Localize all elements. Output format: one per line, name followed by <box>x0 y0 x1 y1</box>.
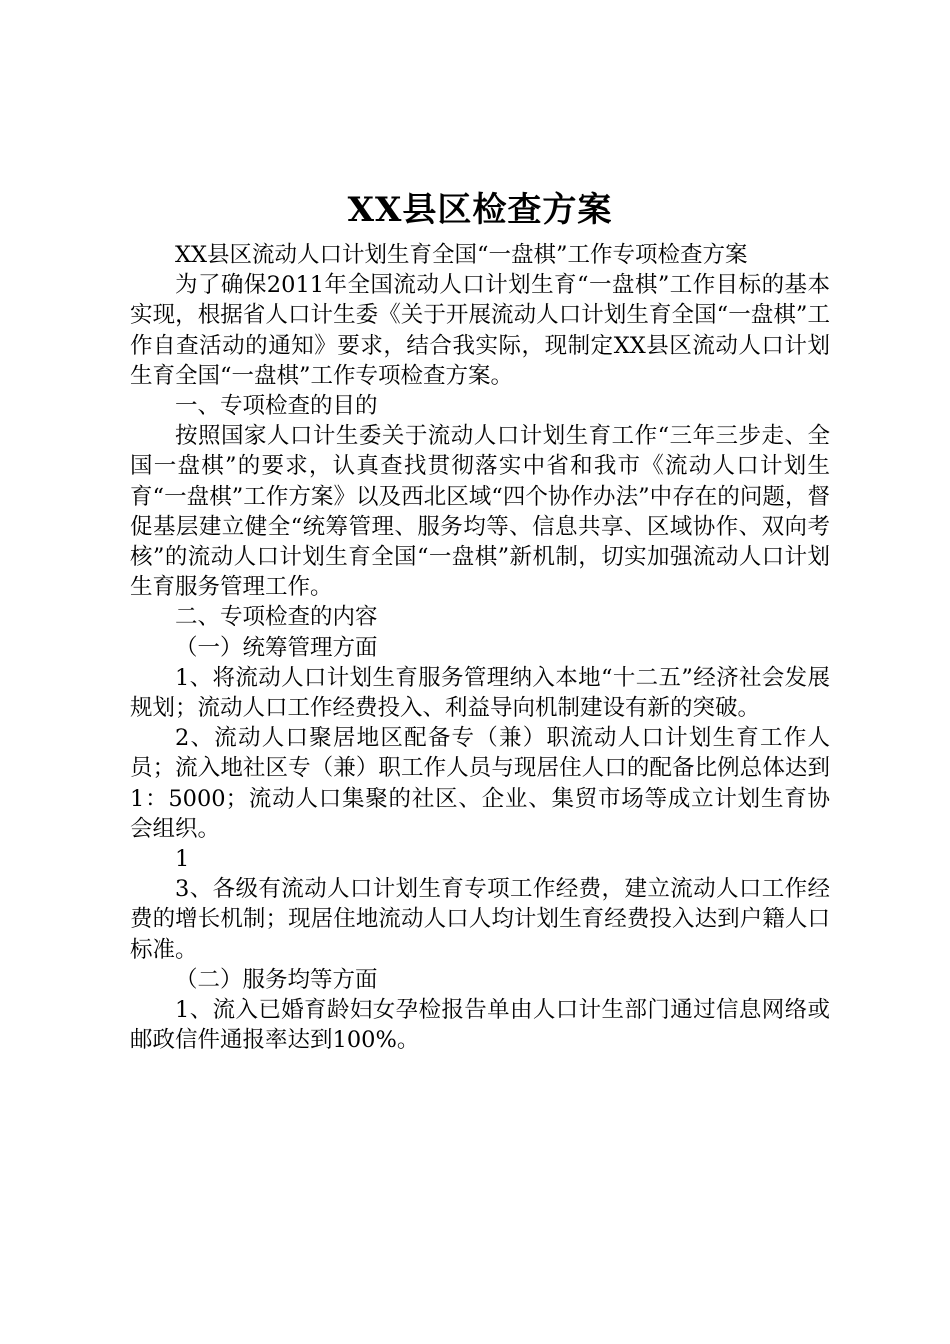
intro-paragraph: 为了确保2011年全国流动人口计划生育“一盘棋”工作目标的基本实现，根据省人口计生委《关于开展流动人口计划生育全国“一盘棋”工作自查活动的通知》要求，结合我实际，现制定XX县区流动人口计划生育全国“一盘棋”工作专项检查方案。 <box>130 272 830 389</box>
document-page <box>130 182 830 1055</box>
section-heading-content: 二、专项检查的内容 <box>175 604 378 631</box>
document-subtitle-paragraph: XX县区流动人口计划生育全国“一盘棋”工作专项检查方案 <box>175 242 748 268</box>
page-number: 1 <box>175 846 190 873</box>
list-item-1: 1、将流动人口计划生育服务管理纳入本地“十二五”经济社会发展规划；流动人口工作经费投入、利益导向机制建设有新的突破。 <box>130 664 830 722</box>
list-item-3: 3、各级有流动人口计划生育专项工作经费，建立流动人口工作经费的增长机制；现居住地流动人口人均计划生育经费投入达到户籍人口标准。 <box>130 876 830 963</box>
subsection-heading-management: （一）统筹管理方面 <box>175 634 378 661</box>
document-title: XX县区检查方案 <box>347 190 613 230</box>
subsection-heading-services: （二）服务均等方面 <box>175 966 378 993</box>
list-item-2: 2、流动人口聚居地区配备专（兼）职流动人口计划生育工作人员；流入地社区专（兼）职工作人员与现居住人口的配备比例总体达到1：5000；流动人口集聚的社区、企业、集贸市场等成立计划生育协会组织。 <box>130 725 830 842</box>
list-item-services-1: 1、流入已婚育龄妇女孕检报告单由人口计生部门通过信息网络或邮政信件通报率达到100%。 <box>130 997 830 1054</box>
purpose-paragraph: 按照国家人口计生委关于流动人口计划生育工作“三年三步走、全国一盘棋”的要求，认真查找贯彻落实中省和我市《流动人口计划生育“一盘棋”工作方案》以及西北区域“四个协作办法”中存在的问题，督促基层建立健全“统筹管理、服务均等、信息共享、区域协作、双向考核”的流动人口计划生育全国“一盘棋”新机制，切实加强流动人口计划生育服务管理工作。 <box>130 423 830 601</box>
section-heading-purpose: 一、专项检查的目的 <box>175 393 378 420</box>
